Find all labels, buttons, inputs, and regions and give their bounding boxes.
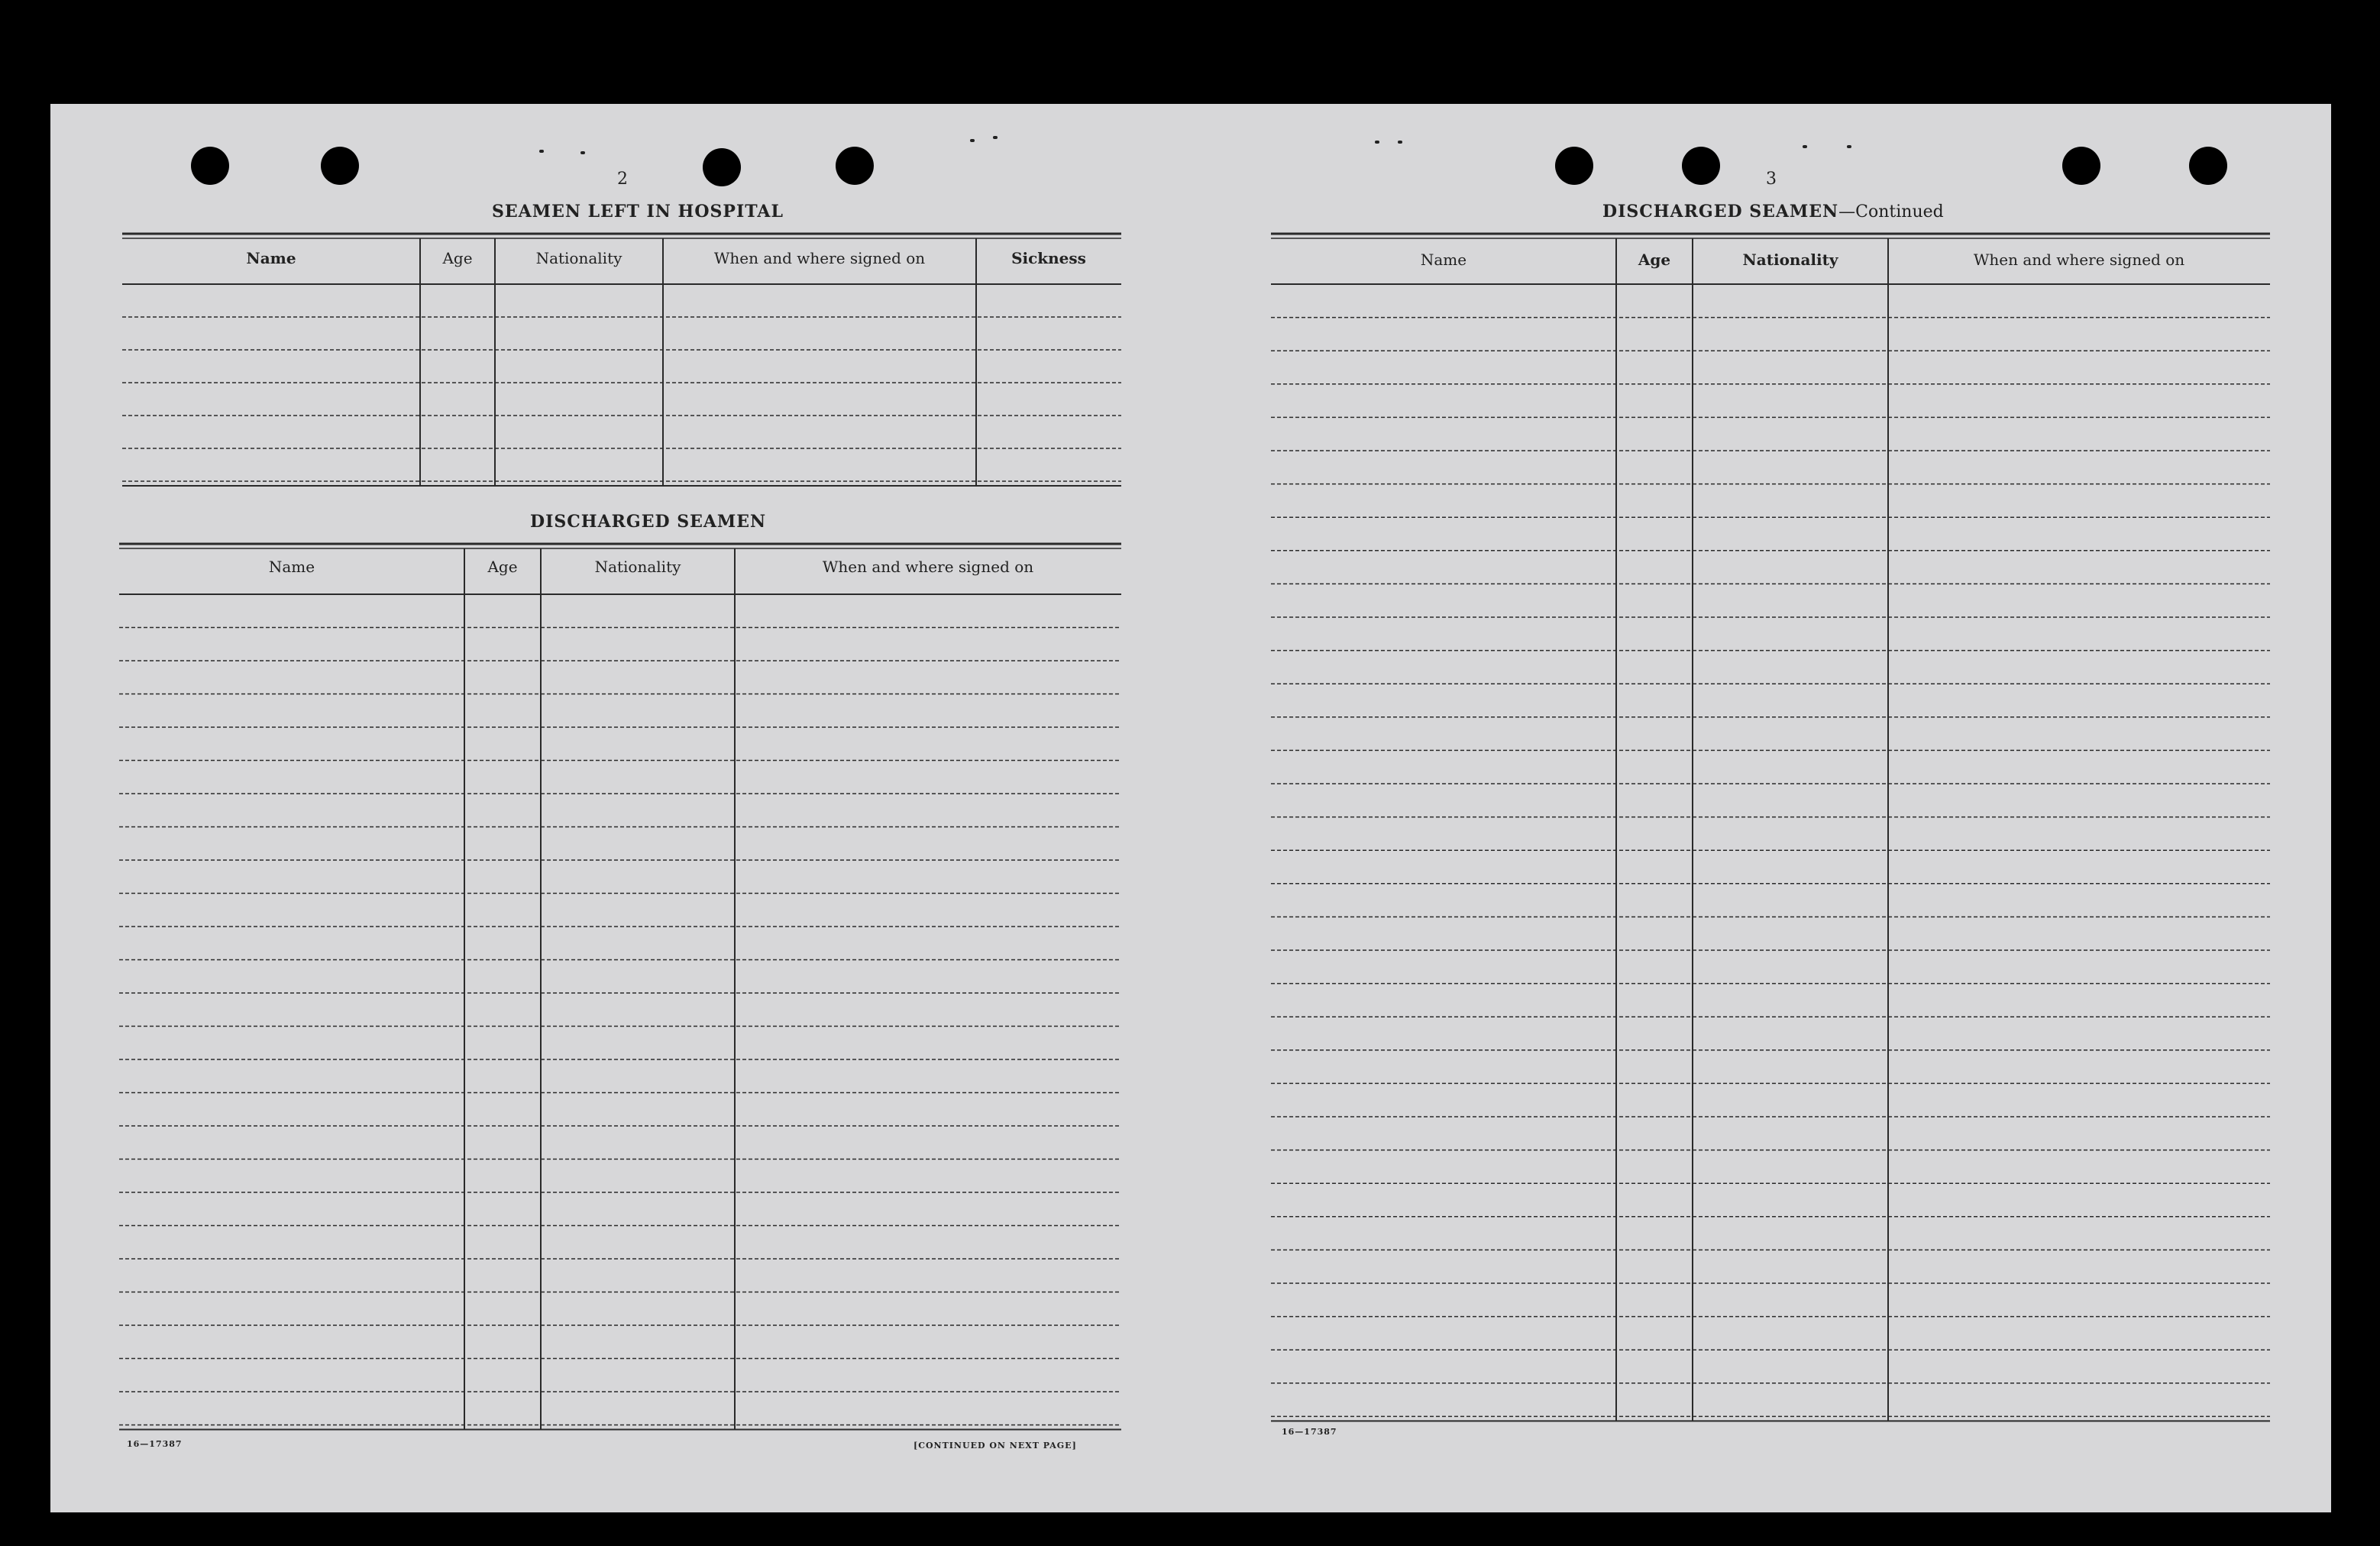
discharged-continued-title: [1602, 202, 1944, 222]
section-title-suffix: —Continued: [1838, 202, 1944, 222]
column-header-age: Age: [1638, 251, 1671, 269]
column-header-name: Name: [246, 249, 296, 267]
page-number: 2: [617, 170, 628, 189]
column-header-sickness: Sickness: [1011, 249, 1086, 267]
column-header-nationality: Nationality: [594, 558, 681, 576]
column-header-age: Age: [487, 558, 518, 576]
page-number: 3: [1766, 170, 1777, 189]
form-number: 16—17387: [1282, 1427, 1337, 1437]
hospital-section-title: SEAMEN LEFT IN HOSPITAL: [492, 202, 784, 222]
section-title: DISCHARGED SEAMEN: [1602, 202, 1839, 222]
discharged-section-title: DISCHARGED SEAMEN: [530, 512, 767, 532]
continued-note: [CONTINUED ON NEXT PAGE]: [914, 1441, 1077, 1451]
column-header-when-where: When and where signed on: [822, 558, 1034, 576]
column-header-name: Name: [268, 558, 315, 576]
column-header-when-where: When and where signed on: [1973, 251, 2185, 269]
column-header-age: Age: [442, 249, 473, 267]
column-header-name: Name: [1420, 251, 1467, 269]
column-header-when-where: When and where signed on: [713, 249, 926, 267]
column-header-nationality: Nationality: [535, 249, 622, 267]
column-header-nationality: Nationality: [1742, 251, 1838, 269]
form-number: 16—17387: [127, 1439, 183, 1449]
